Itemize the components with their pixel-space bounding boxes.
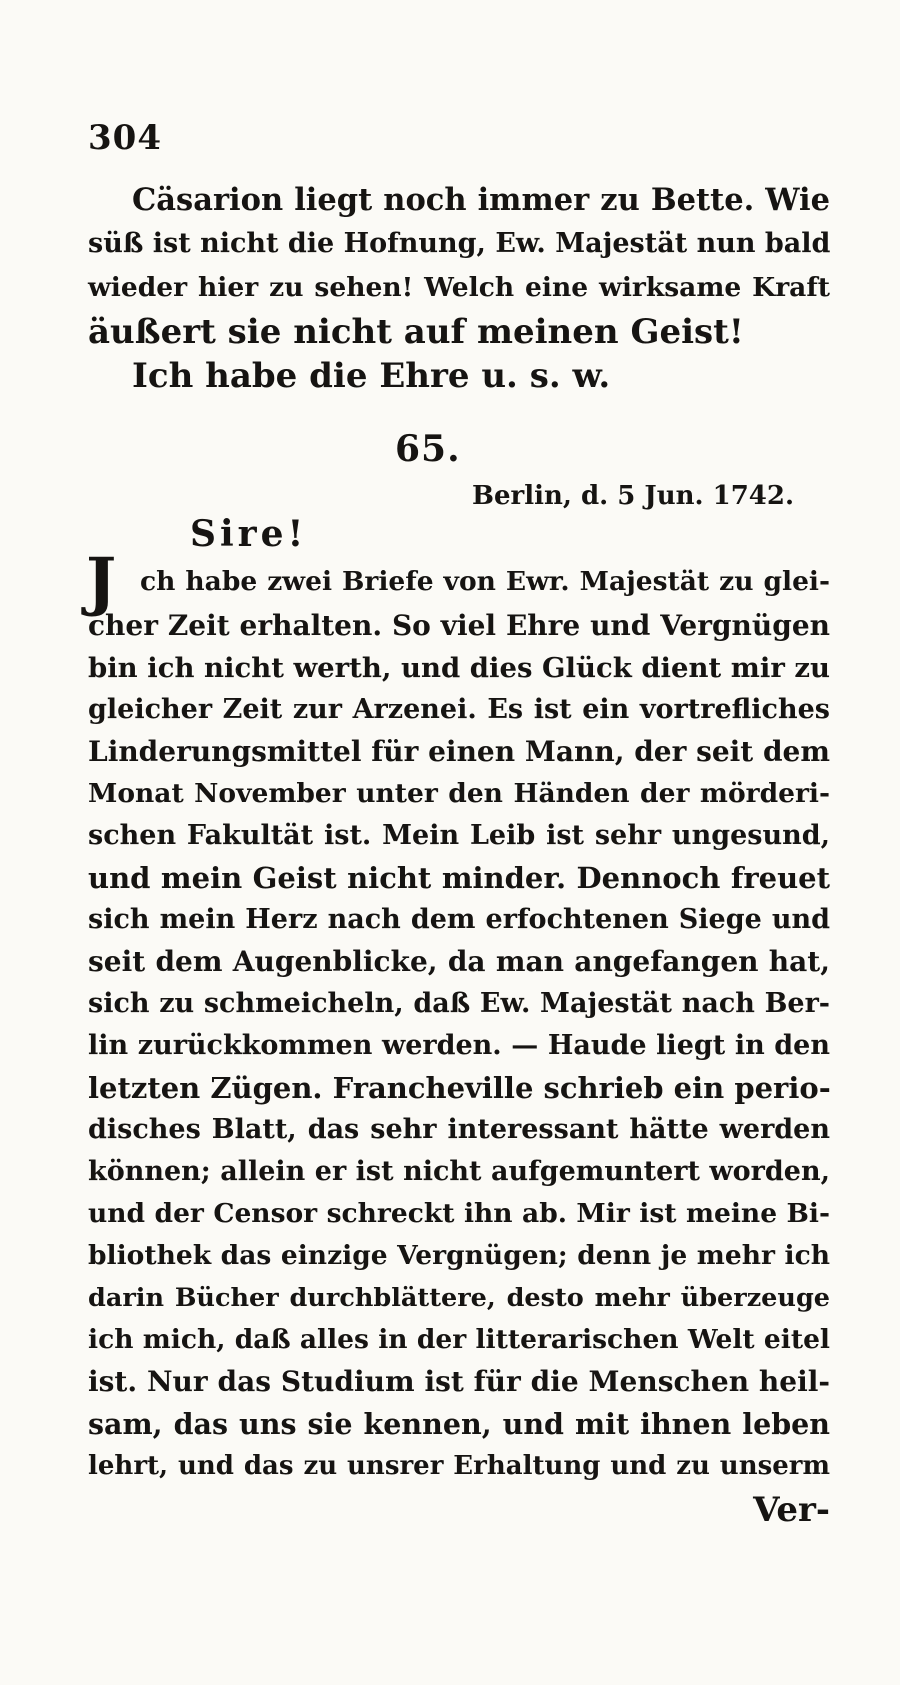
page-number: 304 — [88, 118, 162, 158]
text-line: cher Zeit erhalten. So viel Ehre und Vergnügen — [88, 609, 830, 642]
text-line: ist. Nur das Studium ist für die Menschen heil- — [88, 1365, 830, 1398]
text-line: Linderungsmittel für einen Mann, der seit dem — [88, 735, 830, 768]
text-line: Cäsarion liegt noch immer zu Bette. Wie — [132, 182, 830, 218]
letter-closing: Ich habe die Ehre u. s. w. — [132, 356, 611, 396]
text-line: letzten Zügen. Francheville schrieb ein perio- — [88, 1071, 831, 1105]
text-line: ch habe zwei Briefe von Ewr. Majestät zu glei- — [140, 566, 830, 597]
text-line: disches Blatt, das sehr interessant hätte werden — [88, 1114, 830, 1145]
text-line: gleicher Zeit zur Arzenei. Es ist ein vortrefliches — [88, 694, 830, 725]
text-line: lehrt, und das zu unsrer Erhaltung und zu unserm — [88, 1451, 830, 1481]
text-line: wieder hier zu sehen! Welch eine wirksame Kraft — [88, 272, 830, 303]
text-line: süß ist nicht die Hofnung, Ew. Majestät nun bald — [88, 228, 831, 259]
text-line: bin ich nicht werth, und dies Glück dient mir zu — [88, 652, 830, 684]
text-line: und der Censor schreckt ihn ab. Mir ist meine Bi- — [88, 1198, 830, 1229]
text-line: sich zu schmeicheln, daß Ew. Majestät nach Ber- — [88, 988, 830, 1019]
text-line: darin Bücher durchblättere, desto mehr überzeuge — [88, 1283, 830, 1313]
text-line: sam, das uns sie kennen, und mit ihnen leben — [88, 1407, 830, 1441]
text-line: bliothek das einzige Vergnügen; denn je mehr ich — [88, 1240, 830, 1271]
drop-cap: J — [86, 544, 117, 619]
text-line: Monat November unter den Händen der mörderi- — [88, 778, 830, 809]
text-line: seit dem Augenblicke, da man angefangen hat, — [88, 945, 830, 978]
text-line: äußert sie nicht auf meinen Geist! — [88, 312, 744, 352]
catchword: Ver- — [753, 1490, 830, 1530]
letter-dateline: Berlin, d. 5 Jun. 1742. — [472, 481, 795, 511]
text-line: können; allein er ist nicht aufgemuntert worden, — [88, 1156, 830, 1187]
text-line: schen Fakultät ist. Mein Leib ist sehr ungesund, — [88, 820, 830, 851]
text-line: ich mich, daß alles in der litterarischen Welt eitel — [88, 1324, 830, 1355]
letter-number: 65. — [395, 428, 461, 470]
text-line: und mein Geist nicht minder. Dennoch freuet — [88, 861, 830, 895]
text-line: lin zurückkommen werden. — Haude liegt in den — [88, 1030, 830, 1061]
text-line: sich mein Herz nach dem erfochtenen Siege und — [88, 904, 830, 935]
letter-salutation: Sire! — [190, 513, 308, 555]
